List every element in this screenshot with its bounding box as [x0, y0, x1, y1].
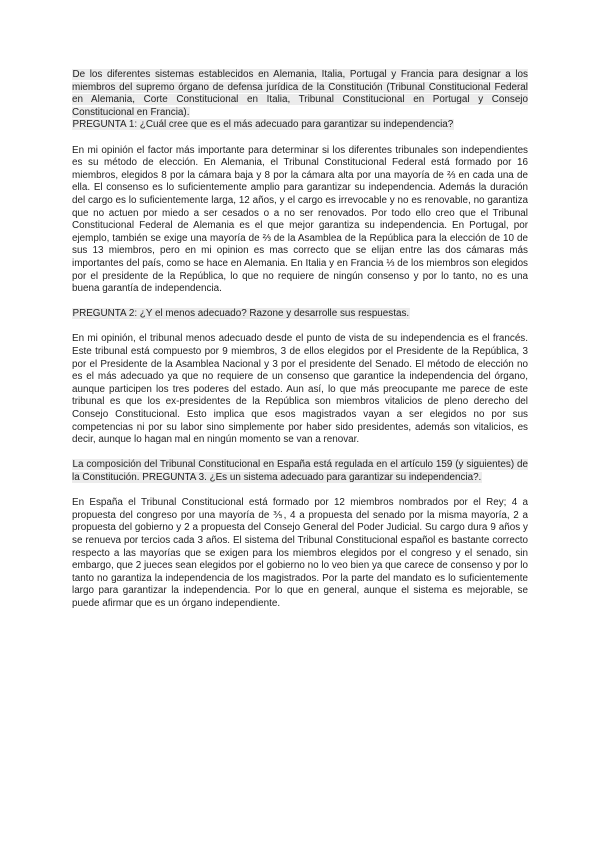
- question-2: [72, 308, 528, 321]
- intro-paragraph: [72, 69, 528, 119]
- document-page: [72, 69, 528, 611]
- intro-text: De los diferentes sistemas establecidos en Alemania, Italia, Portugal y Francia para designar a los miembros del supremo órgano de defensa jurídica de la Constitución (Tribunal Constitucional Federal en Alemania, Corte Constitucional en Italia, Tribunal Constitucional en Portugal y Consejo Constitucional en Francia).: [72, 69, 528, 118]
- answer-1: En mi opinión el factor más importante para determinar si los diferentes tribunales son independientes es su método de elección. En Alemania, el Tribunal Constitucional Federal está formado por 16 miembros, elegidos 8 por la cámara baja y 8 por la cámara alta por una mayoría de ⅔ en cada una de ella. El consenso es lo suficientemente amplio para garantizar su independencia. Además la duración del cargo es lo suficientemente larga, 12 años, y el cargo es irrevocable y no es renovable, no garantiza que no actuen por miedo a ser cesados o a no ser renovados. Por todo ello creo que el Tribunal Constitucional Federal de Alemania es el que mejor garantiza su independencia. En Portugal, por ejemplo, también se exige una mayoría de ⅔ de la Asamblea de la República para la elección de 10 de sus 13 miembros, pero en mi opinion es mas correcto que se elijan entre las dos cámaras más importantes del país, como se hace en Alemania. En Italia y en Francia ⅓ de los miembros son elegidos por el presidente de la República, lo que no requiere de ningún consenso y por lo tanto, no es una buena garantía de independencia.: [72, 144, 528, 295]
- answer-2: En mi opinión, el tribunal menos adecuado desde el punto de vista de su independencia es el francés. Este tribunal está compuesto por 9 miembros, 3 de ellos elegidos por el Presidente de la República, 3 por el Presidente de la Asamblea Nacional y 3 por el presidente del Senado. El método de elección no es el más adecuado ya que no requiere de un consenso que garantice la independencia del órgano, aunque participen los tres poderes del estado. Aun así, lo que más preocupante me parece de este tribunal es que los ex-presidentes de la República son miembros vitalicios de pleno derecho del Consejo Constitucional. Esto implica que esos magistrados vayan a ser elegidos no por sus competencias ni por su labor sino simplemente por haber sido presidentes, además son vitalicios, es decir, aunque lo hagan mal en ningún momento se van a renovar.: [72, 333, 528, 446]
- question-3: [72, 459, 528, 484]
- question-1-text: PREGUNTA 1: ¿Cuál cree que es el más adecuado para garantizar su independencia?: [72, 119, 454, 131]
- intro-block: [72, 69, 528, 132]
- answer-3: En España el Tribunal Constitucional está formado por 12 miembros nombrados por el Rey; 4 a propuesta del congreso por una mayoría de ⅗, 4 a propuesta del senado por la misma mayoría, 2 a propuesta del gobierno y 2 a propuesta del Consejo General del Poder Judicial. Su cargo dura 9 años y se renueva por tercios cada 3 años. El sistema del Tribunal Constitucional español es bastante correcto respecto a las mayorías que se exigen para los miembros elegidos por el congreso y el senado, sin embargo, que 2 jueces sean elegidos por el gobierno no lo veo bien ya que carece de consenso y por lo tanto no garantiza la independencia de los magistrados. Por la parte del mandato es lo suficientemente largo para garantizar la independencia. Por lo que en general, aunque el sistema es mejorable, se puede afirmar que es un órgano independiente.: [72, 497, 528, 609]
- spacer: [72, 132, 528, 145]
- question-3-text: La composición del Tribunal Constitucional en España está regulada en el artículo 159 (y siguientes) de la Constitución. PREGUNTA 3. ¿Es un sistema adecuado para garantizar su independencia?.: [72, 459, 528, 483]
- question-1: [72, 119, 528, 132]
- spacer: [72, 321, 528, 334]
- spacer: [72, 296, 528, 309]
- question-2-text: PREGUNTA 2: ¿Y el menos adecuado? Razone y desarrolle sus respuestas.: [72, 308, 410, 320]
- spacer: [72, 447, 528, 460]
- spacer: [72, 485, 528, 498]
